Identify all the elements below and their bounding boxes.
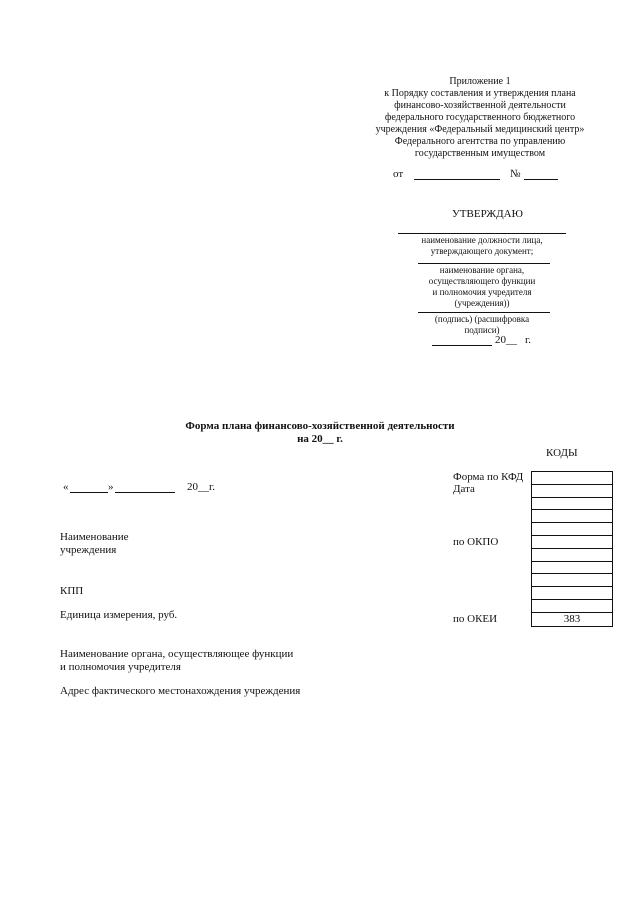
caption-line: и полномочия учредителя xyxy=(432,287,532,297)
form-title xyxy=(150,420,490,446)
caption-line: подписи) xyxy=(464,325,500,335)
appendix-line: государственным имуществом xyxy=(414,148,546,159)
caption-line: утверждающего документ; xyxy=(430,246,534,256)
appendix-line: к Порядку составления и утверждения плана xyxy=(384,88,576,99)
founder-label xyxy=(60,648,293,674)
address-label: Адрес фактического местонахождения учреждения xyxy=(60,685,301,697)
form-title-line: Форма плана финансово-хозяйственной деятельности xyxy=(185,420,455,432)
codes-cell-empty xyxy=(532,510,612,523)
founder-org-caption xyxy=(398,265,566,309)
caption-line: (учреждения)) xyxy=(454,298,510,308)
unit-label: Единица измерения, руб. xyxy=(60,609,178,621)
codes-cell-okpo xyxy=(532,523,612,536)
appendix-line: Приложение 1 xyxy=(449,76,511,87)
okpo-label: по ОКПО xyxy=(453,536,499,548)
codes-cell-date xyxy=(532,485,612,498)
codes-cell-empty xyxy=(532,600,612,613)
number-line xyxy=(524,179,558,180)
appendix-block xyxy=(360,76,600,160)
codes-cell-empty xyxy=(532,587,612,600)
form-date-quote-close: » xyxy=(108,481,114,493)
codes-cell-empty xyxy=(532,574,612,587)
institution-label xyxy=(60,531,129,557)
kfd-label: Форма по КФД xyxy=(453,471,524,483)
codes-cell-kfd xyxy=(532,472,612,485)
codes-cell-empty xyxy=(532,549,612,562)
codes-header: КОДЫ xyxy=(546,447,578,459)
form-date-quote-open: « xyxy=(63,481,69,493)
from-date-line xyxy=(414,179,500,180)
approver-position-caption xyxy=(398,235,566,257)
appendix-line: федерального государственного бюджетного xyxy=(384,112,576,123)
founder-org-line xyxy=(418,263,550,264)
form-title-line: на 20__ г. xyxy=(297,433,343,445)
caption-line: наименование должности лица, xyxy=(421,235,543,245)
date-label: Дата xyxy=(453,483,475,495)
signature-line xyxy=(418,312,550,313)
okei-label: по ОКЕИ xyxy=(453,613,498,625)
caption-line: (подпись) (расшифровка xyxy=(434,314,530,324)
appendix-line: учреждения «Федеральный медицинский центр» xyxy=(375,124,585,135)
caption-line: осуществляющего функции xyxy=(428,276,536,286)
founder-label-line: и полномочия учредителя xyxy=(60,661,181,673)
appendix-line: Федерального агентства по управлению xyxy=(394,136,566,147)
codes-table xyxy=(531,471,613,627)
form-date-day-line xyxy=(70,492,108,493)
codes-cell-okei: 383 xyxy=(563,612,581,625)
form-date-year: 20__г. xyxy=(187,481,216,493)
approve-date-year: 20__ xyxy=(495,334,517,346)
appendix-line: финансово-хозяйственной деятельности xyxy=(394,100,566,111)
institution-label-line: Наименование xyxy=(60,531,129,543)
approve-date-line xyxy=(432,345,492,346)
caption-line: наименование органа, xyxy=(439,265,525,275)
codes-cell-empty xyxy=(532,498,612,511)
from-label: от xyxy=(393,168,404,180)
approve-title: УТВЕРЖДАЮ xyxy=(452,208,523,220)
form-date-month-line xyxy=(115,492,175,493)
codes-cell-empty xyxy=(532,562,612,575)
signature-caption xyxy=(398,314,566,336)
approver-position-line xyxy=(398,233,566,234)
number-label: № xyxy=(510,168,521,180)
kpp-label: КПП xyxy=(60,585,84,597)
institution-label-line: учреждения xyxy=(60,544,117,556)
codes-cell-empty xyxy=(532,536,612,549)
founder-label-line: Наименование органа, осуществляющее функции xyxy=(60,648,294,660)
approve-date-suffix: г. xyxy=(525,334,532,346)
